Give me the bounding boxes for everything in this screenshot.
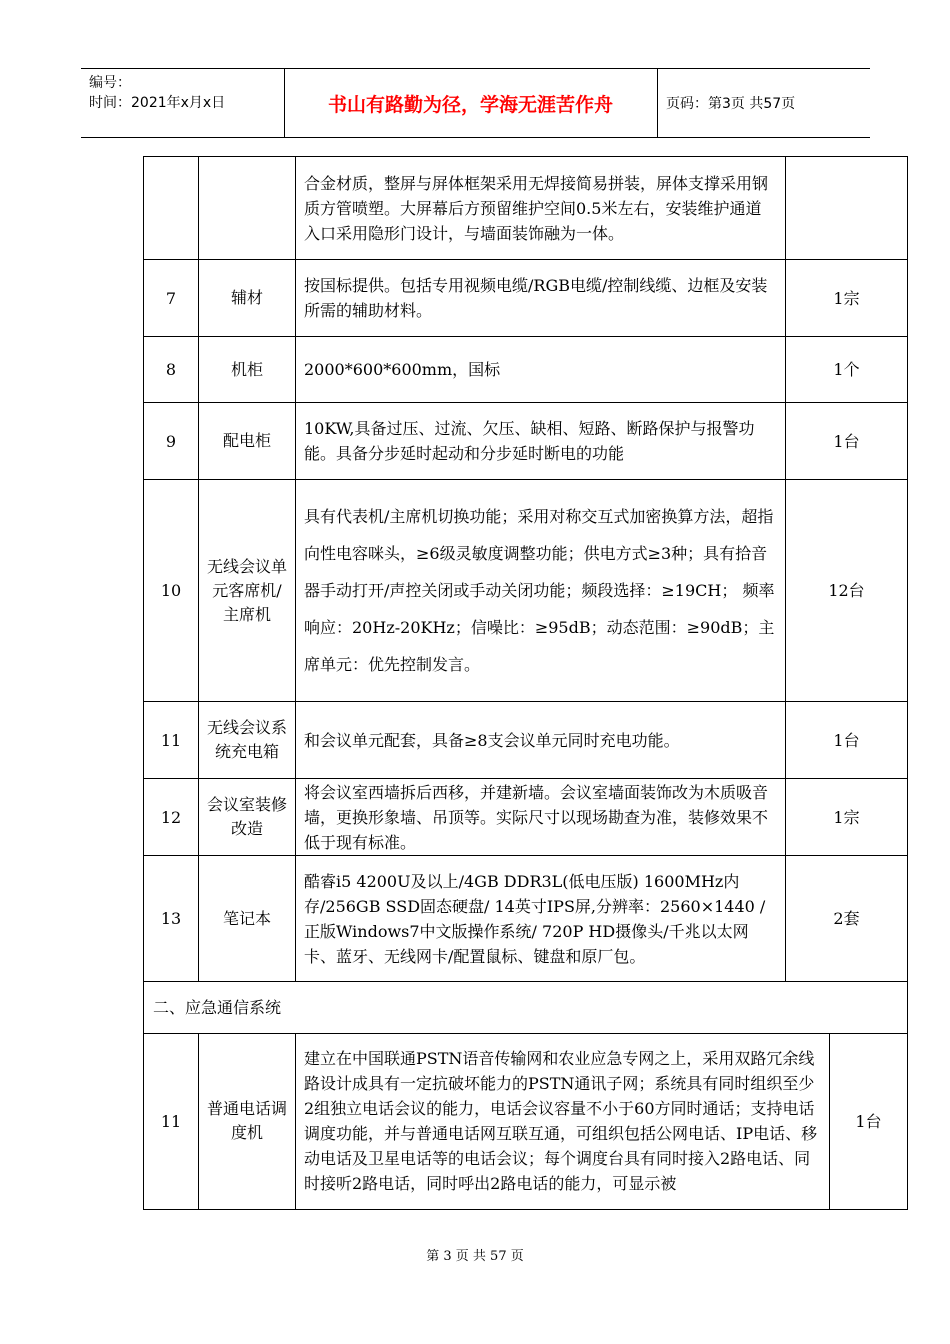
table-row [144,1034,908,1209]
item-name: 配电柜 [199,403,296,480]
row-number: 11 [144,702,199,779]
table-row [144,157,908,260]
item-description: 和会议单元配套，具备≥8支会议单元同时充电功能。 [296,702,786,779]
item-name: 辅材 [199,260,296,337]
row-number: 8 [144,337,199,403]
equipment-table [143,156,907,1210]
item-description: 10KW,具备过压、过流、欠压、缺相、短路、断路保护与报警功能。具备分步延时起动和分步延时断电的功能 [296,403,786,480]
section-row [144,982,908,1034]
item-quantity: 2套 [786,856,908,982]
table-row [144,403,908,480]
date-label: 时间：2021年x月x日 [89,95,226,111]
item-description: 按国标提供。包括专用视频电缆/RGB电缆/控制线缆、边框及安装所需的辅助材料。 [296,260,786,337]
item-quantity: 1宗 [786,260,908,337]
item-quantity: 1台 [830,1034,908,1209]
item-description: 酷睿i5 4200U及以上/4GB DDR3L(低电压版) 1600MHz内存/256GB SSD固态硬盘/ 14英寸IPS屏,分辨率：2560×1440 /正版Windows7中文版操作系统/ 720P HD摄像头/千兆以太网卡、蓝牙、无线网卡/配置鼠标、键盘和原厂包。 [296,856,786,982]
row-number: 11 [144,1034,199,1209]
item-quantity: 1台 [786,403,908,480]
serial-label: 编号： [89,75,131,91]
item-quantity [786,157,908,260]
row-number: 13 [144,856,199,982]
header-motto: 书山有路勤为径，学海无涯苦作舟 [327,93,613,116]
item-name: 会议室装修改造 [199,779,296,856]
item-description: 合金材质，整屏与屏体框架采用无焊接简易拼装，屏体支撑采用钢质方管喷塑。大屏幕后方预留维护空间0.5米左右，安装维护通道入口采用隐形门设计，与墙面装饰融为一体。 [296,157,786,260]
table-row [144,702,908,779]
item-quantity: 12台 [786,480,908,702]
table-row [144,779,908,856]
item-name: 笔记本 [199,856,296,982]
row-number: 7 [144,260,199,337]
item-name: 普通电话调度机 [199,1034,296,1209]
table-row [144,856,908,982]
item-description: 建立在中国联通PSTN语音传输网和农业应急专网之上，采用双路冗余线路设计成具有一定抗破坏能力的PSTN通讯子网；系统具有同时组织至少2组独立电话会议的能力，电话会议容量不小于60方同时通话；支持电话调度功能，并与普通电话网互联互通，可组织包括公网电话、IP电话、移动电话及卫星电话等的电话会议；每个调度台具有同时接入2路电话、同时接听2路电话，同时呼出2路电话的能力，可显示被 [296,1034,830,1209]
item-description: 2000*600*600mm，国标 [296,337,786,403]
item-description: 将会议室西墙拆后西移，并建新墙。会议室墙面装饰改为木质吸音墙，更换形象墙、吊顶等。实际尺寸以现场勘查为准，装修效果不低于现有标准。 [296,779,786,856]
header-page-number: 页码：第3页 共57页 [666,96,796,112]
item-name: 机柜 [199,337,296,403]
section-title: 二、应急通信系统 [144,982,908,1034]
header-divider [657,69,658,137]
table-row [144,260,908,337]
table-row [144,480,908,702]
header-info [89,73,285,113]
row-number: 12 [144,779,199,856]
item-name [199,157,296,260]
item-quantity: 1台 [786,702,908,779]
item-name: 无线会议系统充电箱 [199,702,296,779]
row-number: 9 [144,403,199,480]
item-quantity: 1个 [786,337,908,403]
item-name: 无线会议单元客席机/主席机 [199,480,296,702]
item-quantity: 1宗 [786,779,908,856]
page-footer: 第 3 页 共 57 页 [426,1249,524,1264]
row-number: 10 [144,480,199,702]
row-number [144,157,199,260]
table-row [144,337,908,403]
item-description: 具有代表机/主席机切换功能；采用对称交互式加密换算方法，超指向性电容咪头，≥6级灵敏度调整功能；供电方式≥3种；具有拾音器手动打开/声控关闭或手动关闭功能；频段选择：≥19CH； 频率响应：20Hz-20KHz；信噪比：≥95dB；动态范围：≥90dB；主席单元：优先控制发言。 [296,480,786,702]
page-header [81,68,870,138]
